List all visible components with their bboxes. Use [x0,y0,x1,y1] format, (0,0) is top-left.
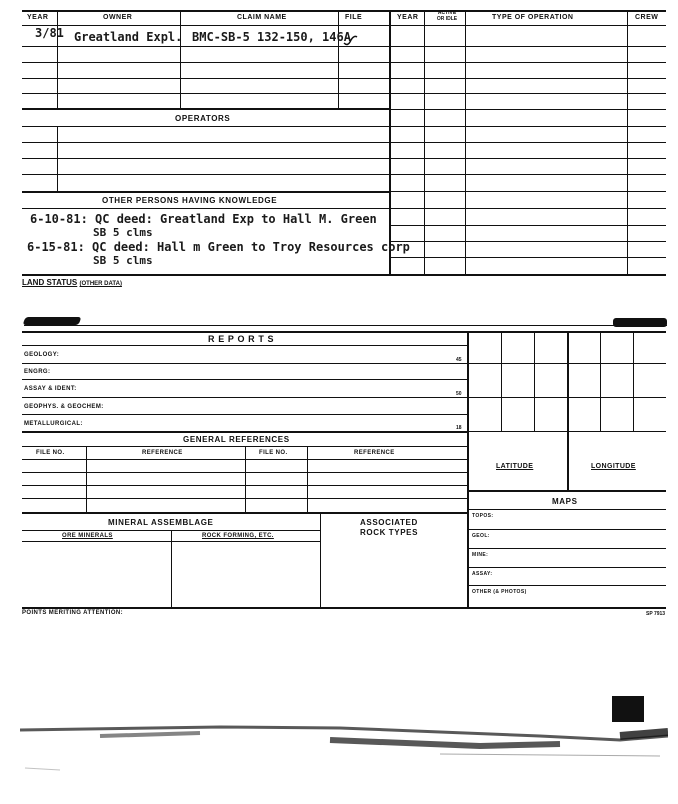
row-rule [22,379,467,380]
map-assay: ASSAY: [472,571,493,577]
gr-header-file-no-2: FILE NO. [259,450,288,456]
ore-minerals-header: ORE MINERALS [62,533,113,539]
col-rule [57,126,58,192]
row-rule [22,46,389,47]
person-entry-2-line2: SB 5 clms [93,254,153,267]
land-status-title: LAND STATUS [22,278,78,287]
report-geophys: GEOPHYS. & GEOCHEM: [24,404,104,410]
row-rule [22,78,389,79]
person-entry-2-line1: 6-15-81: QC deed: Hall m Green to Troy Resources corp [27,240,410,254]
report-assay: ASSAY & IDENT: [24,386,77,392]
row-rule [22,108,389,110]
land-status-label [22,278,122,287]
maps-title: MAPS [552,497,578,506]
person-entry-1-line1: 6-10-81: QC deed: Greatland Exp to Hall M. Green [30,212,377,226]
row-rule [24,325,667,326]
col-rule [86,446,87,512]
reports-top-border [22,331,666,333]
land-status-sub: (OTHER DATA) [79,281,122,287]
map-mine: MINE: [472,552,489,558]
row-rule [22,397,467,398]
row-rule [22,459,467,460]
header-rule [22,25,666,26]
row-rule [468,397,666,398]
op-col-header-year: YEAR [397,14,419,21]
row-rule [22,93,389,94]
row-rule [468,431,666,432]
row-rule [22,485,467,486]
row-rule [390,46,666,47]
row-rule [390,225,666,226]
row-rule [22,174,389,175]
col-rule [534,331,535,432]
gr-header-reference-1: REFERENCE [142,450,183,456]
col-rule [320,512,321,607]
row-rule [22,498,467,499]
claim-name: BMC-SB-5 132-150, 146A [192,30,351,44]
row-rule [390,241,666,242]
col-rule [180,10,181,110]
row-rule [390,142,666,143]
report-geology: GEOLOGY: [24,352,60,358]
top-table-bottom-border [22,274,666,276]
associated-rock-types-line1: ASSOCIATED [360,518,418,527]
row-rule [390,257,666,258]
col-header-file: FILE [345,14,363,21]
scan-mark-left [23,317,82,325]
latitude-label: LATITUDE [496,463,534,470]
claim-owner: Greatland Expl. [74,30,183,44]
rock-forming-header: ROCK FORMING, ETC. [202,533,274,539]
row-rule [468,509,666,510]
report-assay-num: 50 [456,391,462,397]
bottom-border [22,607,666,609]
map-topos: TOPOS: [472,513,494,519]
row-rule [468,585,666,586]
longitude-label: LONGITUDE [591,463,636,470]
claim-year: 3/81 [35,26,64,40]
col-header-year: YEAR [27,14,49,21]
col-rule [567,331,569,490]
top-border [22,10,666,12]
gr-header-reference-2: REFERENCE [354,450,395,456]
row-rule [390,93,666,94]
col-header-owner: OWNER [103,14,133,21]
op-col-header-type: TYPE OF OPERATION [492,14,574,21]
form-number: SP 7913 [646,611,666,617]
row-rule [390,208,666,209]
general-references-title: GENERAL REFERENCES [183,435,290,444]
row-rule [468,363,666,364]
row-rule [468,529,666,530]
col-rule [600,331,601,432]
row-rule [22,363,467,364]
scan-noise [20,718,668,778]
col-rule [57,10,58,110]
row-rule [22,62,389,63]
report-engrg: ENGRG: [24,369,51,375]
row-rule [22,191,389,193]
map-other: OTHER (& PHOTOS) [472,589,527,595]
col-rule [245,446,246,512]
other-persons-title: OTHER PERSONS HAVING KNOWLEDGE [102,196,278,205]
col-rule [501,331,502,432]
mineral-assemblage-title: MINERAL ASSEMBLAGE [108,518,214,527]
report-geology-num: 45 [456,357,462,363]
row-rule [22,158,389,159]
row-rule [22,431,467,433]
row-rule [390,191,666,192]
operators-title: OPERATORS [175,114,231,123]
row-rule [390,62,666,63]
op-col-header-active-idle: ACTIVE OR IDLE [436,10,458,22]
op-col-header-crew: CREW [635,14,659,21]
row-rule [468,490,666,492]
col-rule [307,446,308,512]
row-rule [468,548,666,549]
person-entry-1-line2: SB 5 clms [93,226,153,239]
row-rule [390,158,666,159]
reports-title: R E P O R T S [208,334,275,344]
row-rule [390,78,666,79]
row-rule [390,126,666,127]
row-rule [468,567,666,568]
points-meriting-attention: POINTS MERITING ATTENTION: [22,610,124,616]
row-rule [22,142,389,143]
gr-header-file-no-1: FILE NO. [36,450,65,456]
map-geol: GEOL: [472,533,490,539]
row-rule [22,512,467,514]
row-rule [22,208,389,209]
report-metallurgical: METALLURGICAL: [24,421,83,427]
row-rule [22,472,467,473]
col-rule [338,10,339,110]
row-rule [22,414,467,415]
associated-rock-types-line2: ROCK TYPES [360,528,419,537]
row-rule [390,109,666,110]
row-rule [390,174,666,175]
col-rule [171,530,172,607]
row-rule [22,345,467,346]
col-rule [633,331,634,432]
report-metallurgical-num: 18 [456,425,462,431]
row-rule [22,126,389,127]
col-header-claim-name: CLAIM NAME [237,14,287,21]
